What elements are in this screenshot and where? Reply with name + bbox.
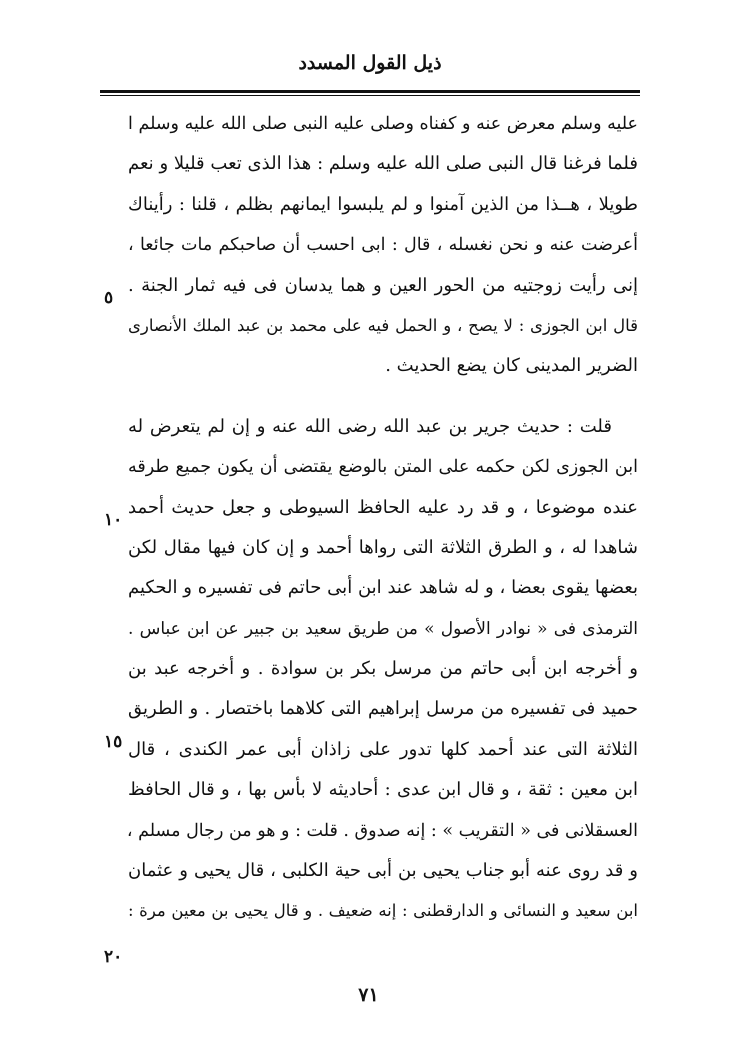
- text-line: ابن الجوزى لكن حكمه على المتن بالوضع يقتضى أن يكون جميع طرقه: [128, 457, 638, 478]
- text-line: حميد فى تفسيره من مرسل إبراهيم التى كلاهما باختصار . و الطريق: [128, 698, 638, 720]
- text-line: شاهدا له ، و الطرق الثلاثة التى رواها أحمد و إن كان فيها مقال لكن: [128, 536, 638, 558]
- line-number-10: ١٠: [104, 510, 123, 530]
- text-line: الضرير المدينى كان يضع الحديث .: [385, 355, 638, 377]
- running-header: ذيل القول المسدد: [298, 52, 442, 74]
- text-line: الترمذى فى « نوادر الأصول » من طريق سعيد بن جبير عن ابن عباس .: [128, 618, 638, 639]
- text-line: إنى رأيت زوجتيه من الحور العين و هما يدسان فى فيه ثمار الجنة .: [128, 274, 638, 296]
- text-line: العسقلانى فى « التقريب » : إنه صدوق . قلت : و هو من رجال مسلم ،: [126, 820, 638, 841]
- line-number-20: ٢٠: [104, 947, 123, 967]
- header-rule-thick: [100, 90, 640, 93]
- text-line: عليه وسلم معرض عنه و كفناه وصلى عليه النبى صلى الله عليه وسلم ا: [128, 114, 638, 134]
- text-line: ابن معين : ثقة ، و قال ابن عدى : أحاديثه لا بأس بها ، و قال الحافظ: [128, 779, 638, 801]
- line-number-5: ٥: [104, 288, 114, 308]
- text-line: و أخرجه ابن أبى حاتم من مرسل بكر بن سوادة . و أخرجه عبد بن: [128, 658, 638, 680]
- text-line: قلت : حديث جرير بن عبد الله رضى الله عنه و إن لم يتعرض له: [128, 415, 612, 437]
- header-rule-thin: [100, 95, 640, 96]
- main-text: [128, 104, 638, 932]
- text-line: فلما فرغنا قال النبى صلى الله عليه وسلم : هذا الذى تعب قليلا و نعم: [128, 153, 638, 175]
- line-number-15: ١٥: [104, 732, 123, 752]
- text-line: ابن سعيد و النسائى و الدارقطنى : إنه ضعيف . و قال يحيى بن معين مرة :: [128, 901, 638, 921]
- text-line: عنده موضوعا ، و قد رد عليه الحافظ السيوطى و جعل حديث أحمد: [128, 496, 638, 518]
- paragraph-gap: [128, 387, 638, 407]
- page-number: ٧١: [358, 984, 379, 1006]
- text-line: الثلاثة التى عند أحمد كلها تدور على زاذان أبى عمر الكندى ، قال: [128, 738, 638, 760]
- text-line: بعضها يقوى بعضا ، و له شاهد عند ابن أبى حاتم فى تفسيره و الحكيم: [128, 577, 638, 599]
- text-line: طويلا ، هــذا من الذين آمنوا و لم يلبسوا ايمانهم بظلم ، قلنا : رأيناك: [128, 193, 638, 215]
- text-line: أعرضت عنه و نحن نغسله ، قال : ابى احسب أن صاحبكم مات جائعا ،: [128, 235, 638, 256]
- text-line: و قد روى عنه أبو جناب يحيى بن أبى حية الكلبى ، قال يحيى و عثمان: [128, 860, 638, 882]
- text-line: قال ابن الجوزى : لا يصح ، و الحمل فيه على محمد بن عبد الملك الأنصارى: [128, 315, 638, 335]
